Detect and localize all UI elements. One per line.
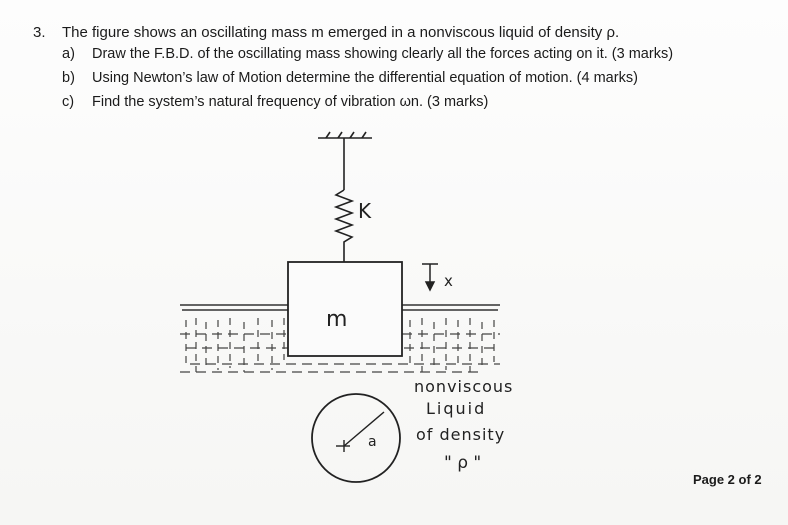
submerged-sphere (312, 394, 400, 482)
displacement-arrow (422, 264, 438, 290)
part-text: Find the system’s natural frequency of vibration ωn. (3 marks) (92, 94, 489, 110)
page-number: Page 2 of 2 (693, 472, 762, 487)
liquid-label-line-3: of density (416, 425, 506, 444)
part-label: b) (62, 70, 75, 86)
question-stem: The figure shows an oscillating mass m emerged in a nonviscous liquid of density ρ. (62, 24, 620, 41)
liquid-label-line-4: " ρ " (444, 453, 482, 473)
part-text: Draw the F.B.D. of the oscillating mass showing clearly all the forces acting on it. (3 marks) (92, 46, 674, 62)
ceiling-support (318, 132, 372, 190)
part-label: c) (62, 94, 75, 110)
part-label: a) (62, 46, 75, 62)
liquid-label-line-1: nonviscous (414, 377, 514, 396)
part-text: Using Newton’s law of Motion determine the differential equation of motion. (4 marks) (92, 70, 638, 86)
radius-line (336, 412, 384, 452)
spring (336, 190, 352, 262)
mass-label: m (326, 307, 348, 332)
liquid-label-line-2: Liquid (426, 399, 487, 418)
radius-label: a (368, 434, 377, 450)
spring-label: K (358, 199, 372, 223)
question-number: 3. (33, 24, 46, 41)
displacement-label: x (444, 272, 453, 290)
